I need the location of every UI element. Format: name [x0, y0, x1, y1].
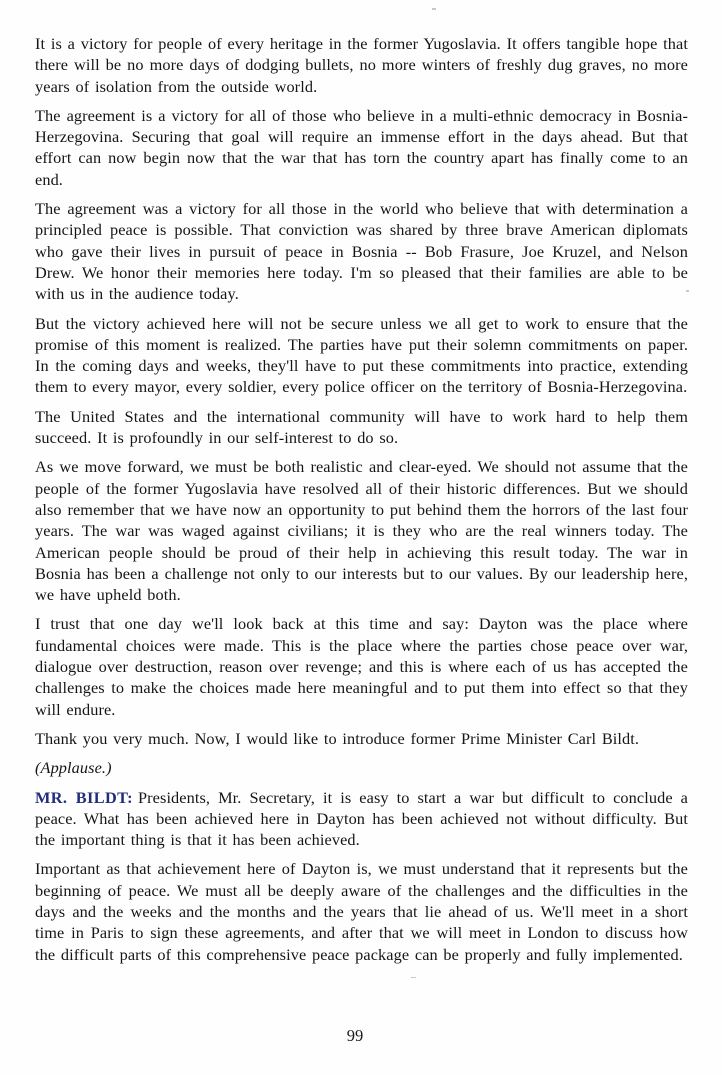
- paragraph-bildt-opening: [35, 787, 688, 851]
- paragraph-move-forward: As we move forward, we must be both realistic and clear-eyed. We should not assume that the people of the former Yugoslavia have resolved all of their historic differences. But we should also remember that we have now an opportunity to put behind them the horrors of the last four years. The war was waged against civilians; it is they who are the real winners today. The American people should be proud of their help in achieving this result today. The war in Bosnia has been a challenge not only to our interests but to our values. By our leadership here, we have upheld both.: [35, 457, 688, 605]
- speaker-label-mr-bildt: MR. BILDT:: [35, 787, 133, 807]
- paragraph-introduce-bildt: Thank you very much. Now, I would like to introduce former Prime Minister Carl Bildt.: [35, 728, 640, 748]
- document-content: [35, 33, 688, 973]
- scan-artifact-dot: [432, 8, 436, 10]
- paragraph-dayton-choices: I trust that one day we'll look back at this time and say: Dayton was the place where fundamental choices were made. This is the place where the parties chose peace over war, dialogue over destruction, reason over revenge; and this is where each of us has accepted the challenges to make the choices made here meaningful and to put them into effect so that they will endure.: [35, 614, 688, 719]
- paragraph-bildt-beginning-of-peace: Important as that achievement here of Dayton is, we must understand that it represents but the beginning of peace. We must all be deeply aware of the challenges and the difficulties in the days and the weeks and the months and the years that lie ahead of us. We'll meet in a short time in Paris to sign these agreements, and after that we will meet in London to discuss how the difficult parts of this comprehensive peace package can be properly and fully implemented.: [35, 859, 688, 964]
- scan-artifact-dash: [411, 977, 416, 978]
- paragraph-commitments: But the victory achieved here will not be secure unless we all get to work to ensure that the promise of this moment is realized. The parties have put their solemn commitments on paper. In the coming days and weeks, they'll have to put these commitments into practice, extending them to every mayor, every soldier, every police officer on the territory of Bosnia-Herzegovina.: [35, 313, 688, 397]
- paragraph-diplomats-tribute: The agreement was a victory for all those in the world who believe that with determination a principled peace is possible. That conviction was shared by three brave American diplomats who gave their lives in pursuit of peace in Bosnia -- Bob Frasure, Joe Kruzel, and Nelson Drew. We honor their memories here today. I'm so pleased that their families are able to be with us in the audience today.: [35, 199, 688, 304]
- paragraph-bildt-opening-text: Presidents, Mr. Secretary, it is easy to start a war but difficult to conclude a peace. What has been achieved here in Dayton has been achieved not without difficulty. But the important thing is that it has been achieved.: [35, 787, 689, 850]
- page-number: 99: [346, 1026, 364, 1045]
- paragraph-victory-heritage: It is a victory for people of every heritage in the former Yugoslavia. It offers tangible hope that there will be no more days of dodging bullets, no more winters of freshly dug graves, no more years of isolation from the outside world.: [35, 34, 688, 96]
- paragraph-united-states: The United States and the international community will have to work hard to help them succeed. It is profoundly in our self-interest to do so.: [35, 406, 688, 448]
- applause-note: (Applause.): [35, 758, 112, 778]
- paragraph-agreement-victory-democracy: The agreement is a victory for all of those who believe in a multi-ethnic democracy in Bosnia-Herzegovina. Securing that goal will require an immense effort in the days ahead. But that effort can now begin now that the war that has torn the country apart has finally come to an end.: [35, 105, 688, 189]
